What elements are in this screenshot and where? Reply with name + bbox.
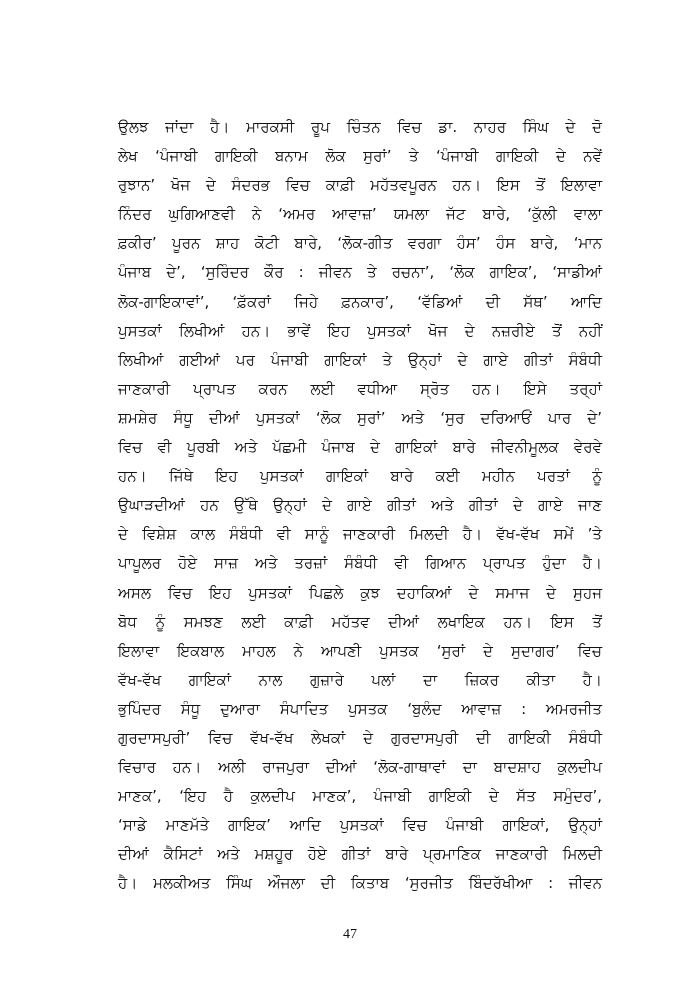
text-line: ਪੁਸਤਕਾਂ ਲਿਖੀਆਂ ਹਨ। ਭਾਵੇਂ ਇਹ ਪੁਸਤਕਾਂ ਖੋਜ ਦੇ ਨਜ਼ਰੀਏ ਤੋਂ ਨਹੀਂ xyxy=(118,321,602,340)
text-line: ਰੁਝਾਨ’ ਖੋਜ ਦੇ ਸੰਦਰਭ ਵਿਚ ਕਾਫ਼ੀ ਮਹੱਤਵਪੂਰਨ ਹਨ। ਇਸ ਤੋਂ ਇਲਾਵਾ xyxy=(118,176,602,195)
text-line: ਜਾਣਕਾਰੀ ਪ੍ਰਾਪਤ ਕਰਨ ਲਈ ਵਧੀਆ ਸ੍ਰੋਤ ਹਨ। ਇਸੇ ਤਰ੍ਹਾਂ xyxy=(118,379,602,398)
text-line: ਲੇਖ ‘ਪੰਜਾਬੀ ਗਾਇਕੀ ਬਨਾਮ ਲੋਕ ਸੁਰਾਂ’ ਤੇ ‘ਪੰਜਾਬੀ ਗਾਇਕੀ ਦੇ ਨਵੇਂ xyxy=(118,147,602,166)
text-line: ਹਨ। ਜਿੱਥੇ ਇਹ ਪੁਸਤਕਾਂ ਗਾਇਕਾਂ ਬਾਰੇ ਕਈ ਮਹੀਨ ਪਰਤਾਂ ਨੂੰ xyxy=(118,467,602,486)
text-line: ਪੰਜਾਬ ਦੇ’, ‘ਸੁਰਿੰਦਰ ਕੌਰ : ਜੀਵਨ ਤੇ ਰਚਨਾ’, ‘ਲੋਕ ਗਾਇਕ’, ‘ਸਾਡੀਆਂ xyxy=(118,263,602,282)
text-line: ਵਿਚ ਵੀ ਪੂਰਬੀ ਅਤੇ ਪੱਛਮੀ ਪੰਜਾਬ ਦੇ ਗਾਇਕਾਂ ਬਾਰੇ ਜੀਵਨੀਮੂਲਕ ਵੇਰਵੇ xyxy=(118,438,602,457)
text-line: ਹੈ। ਮਲਕੀਅਤ ਸਿੰਘ ਔਜਲਾ ਦੀ ਕਿਤਾਬ ‘ਸੁਰਜੀਤ ਬਿੰਦਰੱਖੀਆ : ਜੀਵਨ xyxy=(118,874,602,893)
text-line: ਲੋਕ-ਗਾਇਕਾਵਾਂ’, ‘ਫ਼ੱਕਰਾਂ ਜਿਹੇ ਫ਼ਨਕਾਰ’, ‘ਵੱਡਿਆਂ ਦੀ ਸੱਥ’ ਆਦਿ xyxy=(118,292,602,311)
text-line: ਇਲਾਵਾ ਇਕਬਾਲ ਮਾਹਲ ਨੇ ਆਪਣੀ ਪੁਸਤਕ ‘ਸੁਰਾਂ ਦੇ ਸੁਦਾਗਰ’ ਵਿਚ xyxy=(118,641,602,660)
text-line: ਉਲਝ ਜਾਂਦਾ ਹੈ। ਮਾਰਕਸੀ ਰੂਪ ਚਿੰਤਨ ਵਿਚ ਡਾ. ਨਾਹਰ ਸਿੰਘ ਦੇ ਦੋ xyxy=(118,118,602,136)
text-line: ਅਸਲ ਵਿਚ ਇਹ ਪੁਸਤਕਾਂ ਪਿਛਲੇ ਕੁਝ ਦਹਾਕਿਆਂ ਦੇ ਸਮਾਜ ਦੇ ਸੁਹਜ xyxy=(118,583,602,602)
page-number: 47 xyxy=(343,927,357,942)
text-line: ਫ਼ਕੀਰ’ ਪੂਰਨ ਸ਼ਾਹ ਕੋਟੀ ਬਾਰੇ, ‘ਲੋਕ-ਗੀਤ ਵਰਗਾ ਹੰਸ’ ਹੰਸ ਬਾਰੇ, ‘ਮਾਨ xyxy=(118,234,602,253)
text-line: ਉਘਾੜਦੀਆਂ ਹਨ ਉੱਥੇ ਉਨ੍ਹਾਂ ਦੇ ਗਾਏ ਗੀਤਾਂ ਅਤੇ ਗੀਤਾਂ ਦੇ ਗਾਏ ਜਾਣ xyxy=(118,496,602,515)
text-line: ਪਾਪੂਲਰ ਹੋਏ ਸਾਜ਼ ਅਤੇ ਤਰਜ਼ਾਂ ਸੰਬੰਧੀ ਵੀ ਗਿਆਨ ਪ੍ਰਾਪਤ ਹੁੰਦਾ ਹੈ। xyxy=(118,554,602,573)
text-line: ‘ਸਾਡੇ ਮਾਣਮੱਤੇ ਗਾਇਕ’ ਆਦਿ ਪੁਸਤਕਾਂ ਵਿਚ ਪੰਜਾਬੀ ਗਾਇਕਾਂ, ਉਨ੍ਹਾਂ xyxy=(118,816,602,835)
text-line: ਦੀਆਂ ਕੈਸਿਟਾਂ ਅਤੇ ਮਸ਼ਹੂਰ ਹੋਏ ਗੀਤਾਂ ਬਾਰੇ ਪ੍ਰਮਾਣਿਕ ਜਾਣਕਾਰੀ ਮਿਲਦੀ xyxy=(118,845,602,864)
text-line: ਵਿਚਾਰ ਹਨ। ਅਲੀ ਰਾਜਪੁਰਾ ਦੀਆਂ ‘ਲੋਕ-ਗਾਥਾਵਾਂ ਦਾ ਬਾਦਸ਼ਾਹ ਕੁਲਦੀਪ xyxy=(118,758,602,777)
body-paragraph xyxy=(118,113,602,899)
text-line: ਨਿੰਦਰ ਘੁਗਿਆਣਵੀ ਨੇ ‘ਅਮਰ ਆਵਾਜ਼’ ਯਮਲਾ ਜੱਟ ਬਾਰੇ, ‘ਕੁੱਲੀ ਵਾਲਾ xyxy=(118,205,602,224)
text-line: ਵੱਖ-ਵੱਖ ਗਾਇਕਾਂ ਨਾਲ ਗੁਜ਼ਾਰੇ ਪਲਾਂ ਦਾ ਜ਼ਿਕਰ ਕੀਤਾ ਹੈ। xyxy=(118,670,602,689)
text-line: ਬੋਧ ਨੂੰ ਸਮਝਣ ਲਈ ਕਾਫ਼ੀ ਮਹੱਤਵ ਦੀਆਂ ਲਖਾਇਕ ਹਨ। ਇਸ ਤੋਂ xyxy=(118,612,602,631)
text-line: ਲਿਖੀਆਂ ਗਈਆਂ ਪਰ ਪੰਜਾਬੀ ਗਾਇਕਾਂ ਤੇ ਉਨ੍ਹਾਂ ਦੇ ਗਾਏ ਗੀਤਾਂ ਸੰਬੰਧੀ xyxy=(118,350,602,369)
text-line: ਮਾਣਕ’, ‘ਇਹ ਹੈ ਕੁਲਦੀਪ ਮਾਣਕ’, ਪੰਜਾਬੀ ਗਾਇਕੀ ਦੇ ਸੱਤ ਸਮੁੰਦਰ’, xyxy=(118,787,602,806)
text-line: ਦੇ ਵਿਸ਼ੇਸ਼ ਕਾਲ ਸੰਬੰਧੀ ਵੀ ਸਾਨੂੰ ਜਾਣਕਾਰੀ ਮਿਲਦੀ ਹੈ। ਵੱਖ-ਵੱਖ ਸਮੇਂ ’ਤੇ xyxy=(118,525,602,544)
text-line: ਸ਼ਮਸ਼ੇਰ ਸੰਧੂ ਦੀਆਂ ਪੁਸਤਕਾਂ ‘ਲੋਕ ਸੁਰਾਂ’ ਅਤੇ ‘ਸੁਰ ਦਰਿਆਓਂ ਪਾਰ ਦੇ’ xyxy=(118,408,602,427)
text-line: ਗੁਰਦਾਸਪੁਰੀ’ ਵਿਚ ਵੱਖ-ਵੱਖ ਲੇਖਕਾਂ ਦੇ ਗੁਰਦਾਸਪੁਰੀ ਦੀ ਗਾਇਕੀ ਸੰਬੰਧੀ xyxy=(118,728,602,747)
text-line: ਭੁਪਿੰਦਰ ਸੰਧੂ ਦੁਆਰਾ ਸੰਪਾਦਿਤ ਪੁਸਤਕ ‘ਬੁਲੰਦ ਆਵਾਜ਼ : ਅਮਰਜੀਤ xyxy=(118,699,602,718)
